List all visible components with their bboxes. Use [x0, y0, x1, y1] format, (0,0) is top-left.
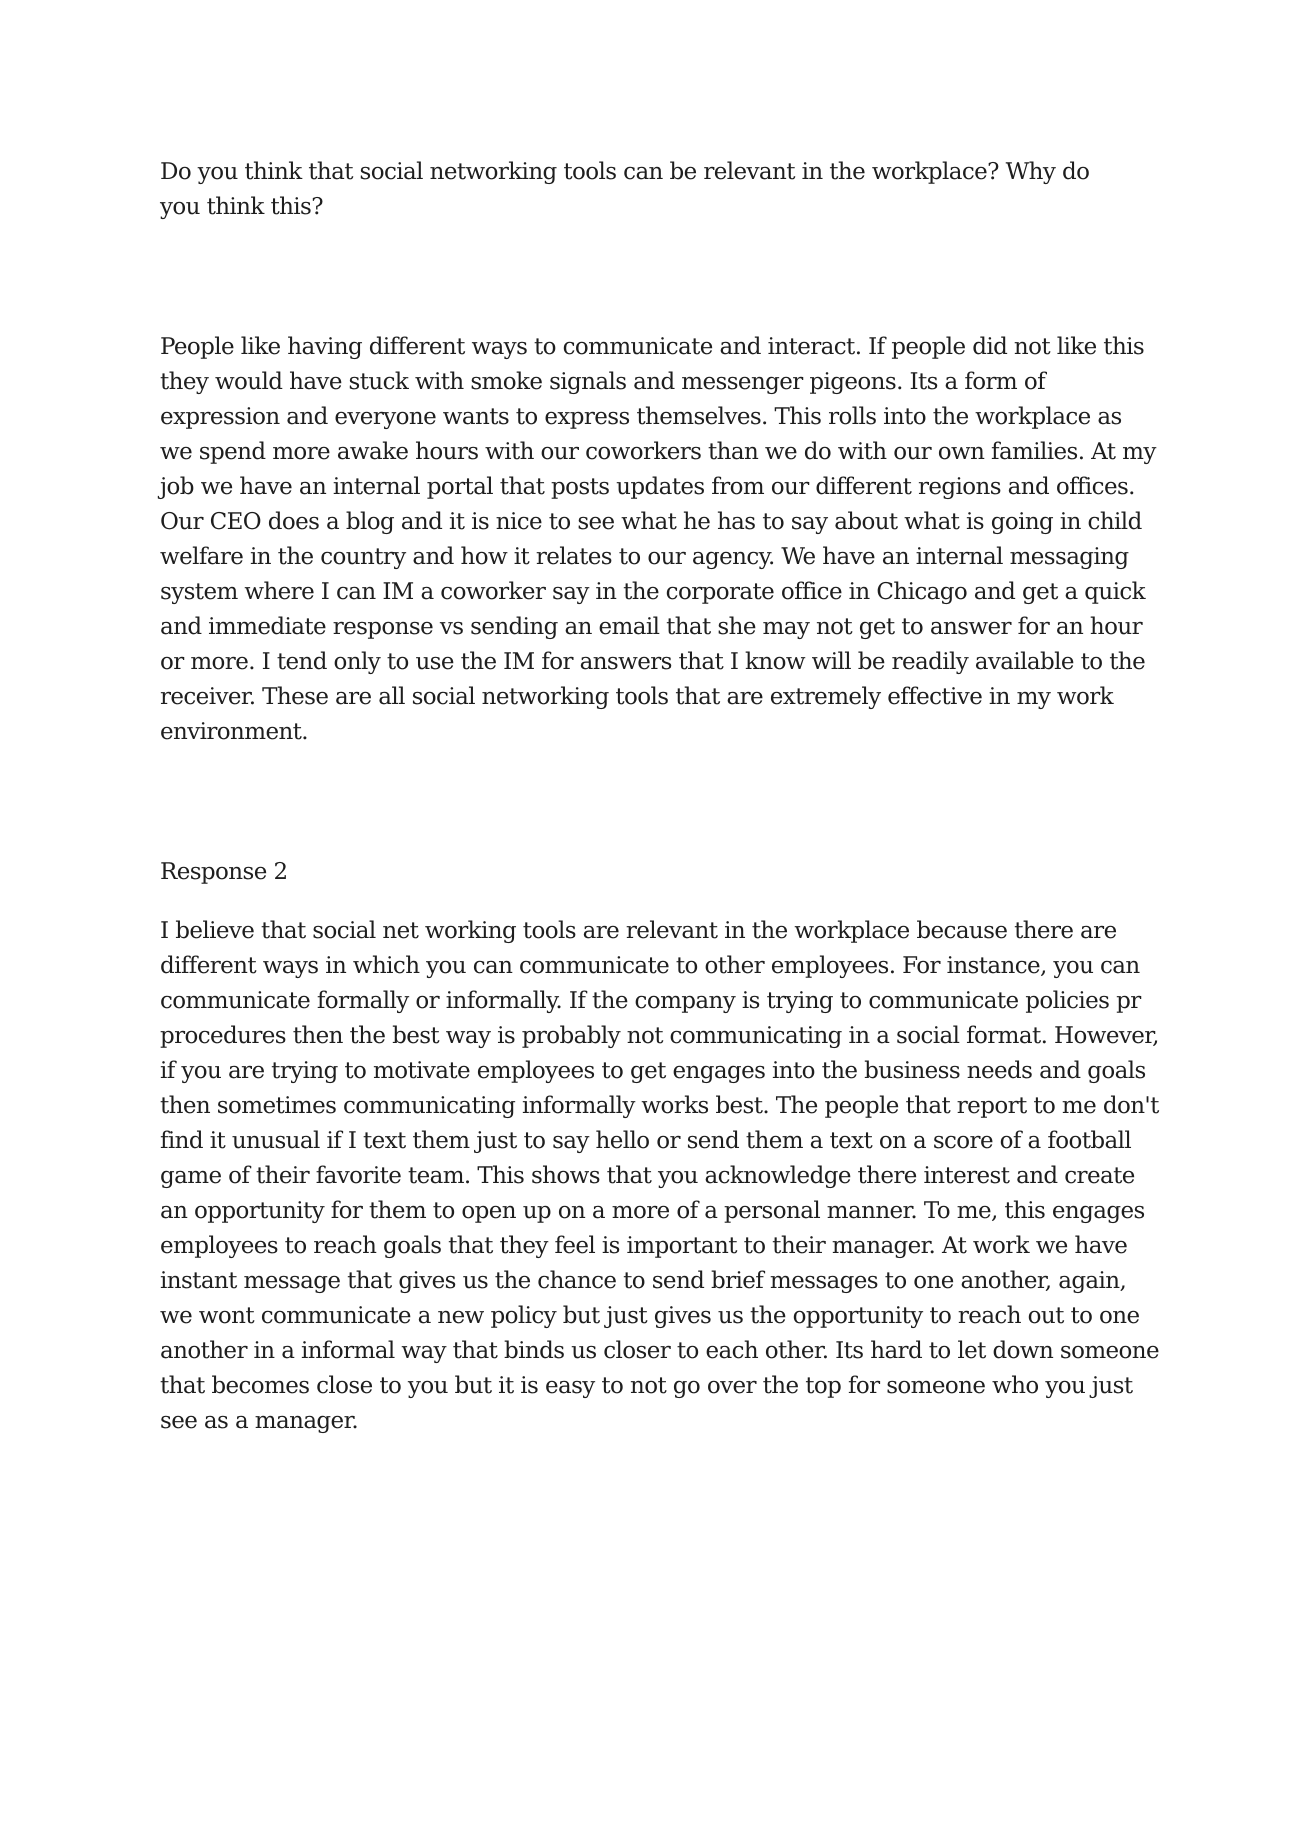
response-2-heading: Response 2: [160, 859, 288, 885]
document-body: [160, 155, 1160, 1439]
question-text: Do you think that social networking tools can be relevant in the workplace? Why do you think this?: [160, 159, 1090, 220]
response-2-text: I believe that social net working tools are relevant in the workplace because there are different ways in which you can communicate to other employees. For instance, you can communicate formally or informally. If the company is trying to communicate policies pr procedures then the best way is probably not communicating in a social format. However, if you are trying to motivate employees to get engages into the business needs and goals then sometimes communicating informally works best. The people that report to me don't find it unusual if I text them just to say hello or send them a text on a score of a football game of their favorite team. This shows that you acknowledge there interest and create an opportunity for them to open up on a more of a personal manner. To me, this engages employees to reach goals that they feel is important to their manager. At work we have instant message that gives us the chance to send brief messages to one another, again, we wont communicate a new policy but just gives us the opportunity to reach out to one another in a informal way that binds us closer to each other. Its hard to let down someone that becomes close to you but it is easy to not go over the top for someone who you just see as a manager.: [160, 918, 1160, 1434]
response-1-text: People like having different ways to communicate and interact. If people did not like this they would have stuck with smoke signals and messenger pigeons. Its a form of expression and everyone wants to express themselves. This rolls into the workplace as we spend more awake hours with our coworkers than we do with our own families. At my job we have an internal portal that posts updates from our different regions and offices. Our CEO does a blog and it is nice to see what he has to say about what is going in child welfare in the country and how it relates to our agency. We have an internal messaging system where I can IM a coworker say in the corporate office in Chicago and get a quick and immediate response vs sending an email that she may not get to answer for an hour or more. I tend only to use the IM for answers that I know will be readily available to the receiver. These are all social networking tools that are extremely effective in my work environment.: [160, 334, 1156, 745]
